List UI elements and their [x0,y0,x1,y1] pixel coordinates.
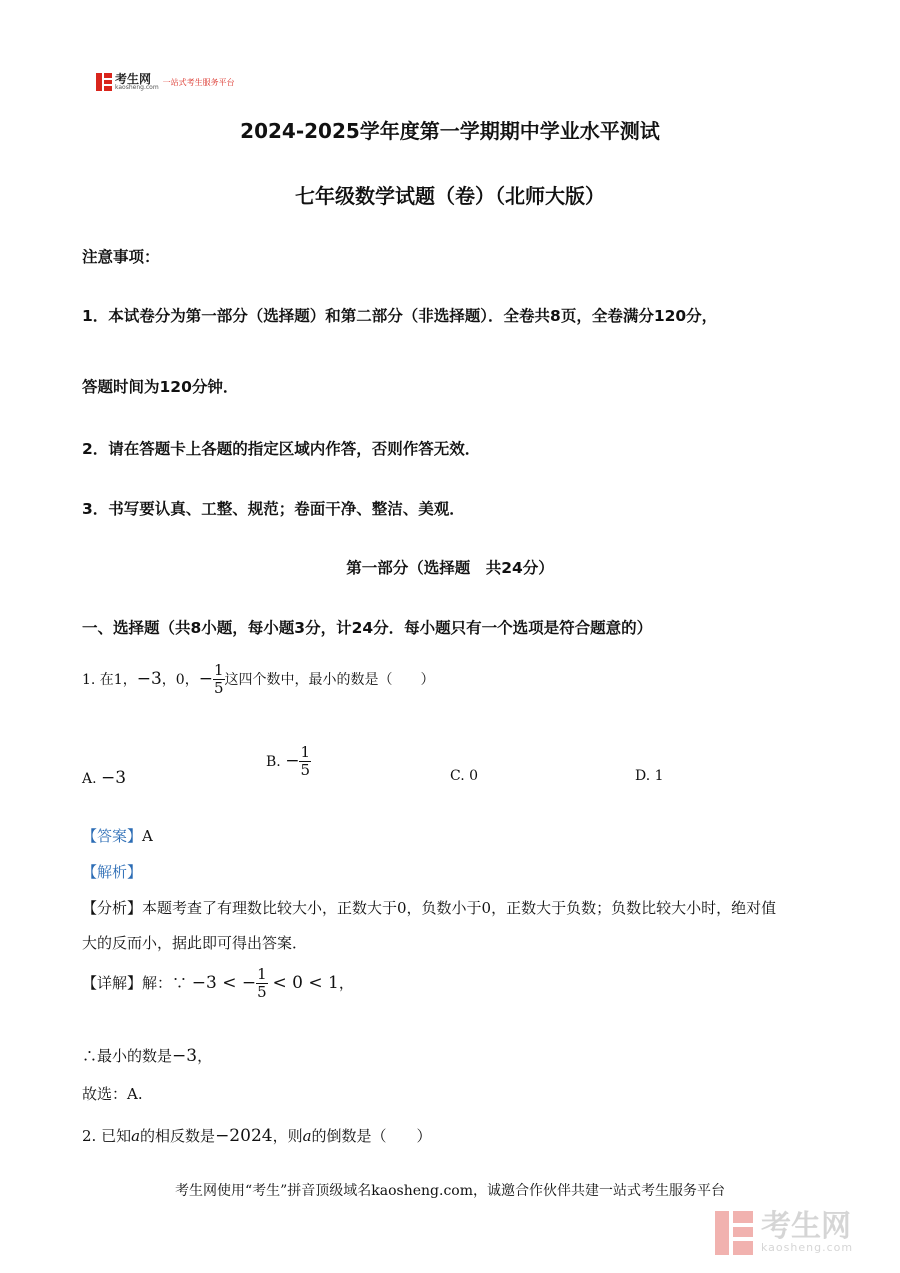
q2-prefix: 2. 已知 [82,1127,132,1145]
detail-lhs: −3 < − [191,972,257,993]
q1-suffix: 这四个数中，最小的数是（ ） [224,671,435,688]
q2-mid: 的相反数是 [140,1127,216,1145]
option-b-sign: − [285,750,300,771]
page-subtitle: 七年级数学试题（卷）（北师大版） [295,184,605,208]
q1-prefix: 1. 在1， [82,671,137,688]
answer-value: A [142,827,153,845]
question-2 [82,1125,432,1146]
option-a-value: −3 [101,768,127,788]
notice-item-1-cont: 答题时间为120分钟． [82,378,239,396]
q1-frac-num: 1 [213,661,224,679]
option-c: C. 0 [450,768,479,784]
q1-mid: ，0， [161,671,199,688]
watermark-logo-icon [715,1211,753,1255]
conclusion [82,1045,212,1066]
detail-prefix: 【详解】解：∵ [82,973,188,992]
question-1 [82,662,435,698]
q2-suffix: 的倒数是（ ） [311,1127,432,1145]
q1-neg3: −3 [136,668,162,689]
option-b-fraction [299,744,311,780]
option-a [82,768,126,788]
conclusion-text: ∴最小的数是 [82,1047,173,1065]
option-b-num: 1 [300,743,310,761]
conclusion-suffix: ， [197,1047,213,1065]
logo-slogan: 一站式考生服务平台 [162,77,235,87]
detail-line [82,966,354,1002]
q2-var2: a [302,1127,312,1145]
part-heading: 第一部分（选择题 共24分） [346,559,554,577]
detail-den: 5 [257,983,267,1002]
q1-fraction [213,662,225,698]
answer [82,825,153,846]
choice: 故选：A. [82,1085,143,1103]
analysis-line-2: 大的反而小，据此即可得出答案． [82,934,308,952]
notice-item-1: 1．本试卷分为第一部分（选择题）和第二部分（非选择题）．全卷共8页，全卷满分120分， [82,307,718,325]
section-heading: 一、选择题（共8小题，每小题3分，计24分．每小题只有一个选项是符合题意的） [82,619,653,637]
q2-var1: a [131,1127,141,1145]
logo-domain: kaosheng.com [115,84,159,91]
q2-mid2: ，则 [272,1127,303,1145]
q2-value: −2024 [215,1126,273,1146]
option-d: D. 1 [635,768,664,784]
detail-rhs: < 0 < 1 [272,972,339,993]
header-logo [96,72,235,92]
q1-frac-sign: − [198,668,213,689]
conclusion-value: −3 [172,1046,198,1066]
logo-name: 考生网 [115,72,152,86]
analysis-tag: 【解析】 [82,863,143,881]
page-title: 2024-2025学年度第一学期期中学业水平测试 [240,119,660,143]
option-b-label: B. [266,753,281,770]
option-b-den: 5 [300,761,310,780]
option-a-label: A. [82,771,97,787]
logo-icon [96,73,112,91]
answer-tag: 【答案】 [82,827,143,845]
analysis-line-1: 【分析】本题考查了有理数比较大小，正数大于0，负数小于0，正数大于负数；负数比较大小时，绝对值 [82,899,777,917]
detail-num: 1 [257,965,267,983]
detail-fraction [256,966,268,1002]
page-footer: 考生网使用“考生”拼音顶级域名kaosheng.com，诚邀合作伙伴共建一站式考生服务平台 [174,1183,726,1199]
detail-suffix: ， [338,973,354,992]
watermark [715,1205,885,1260]
notice-item-2: 2．请在答题卡上各题的指定区域内作答，否则作答无效． [82,440,481,458]
option-b [266,744,311,780]
watermark-domain: kaosheng.com [761,1241,854,1254]
q1-frac-den: 5 [213,679,224,698]
notice-item-3: 3．书写要认真、工整、规范；卷面干净、整洁、美观． [82,500,465,518]
notice-heading: 注意事项： [82,248,160,266]
watermark-name: 考生网 [761,1209,851,1244]
